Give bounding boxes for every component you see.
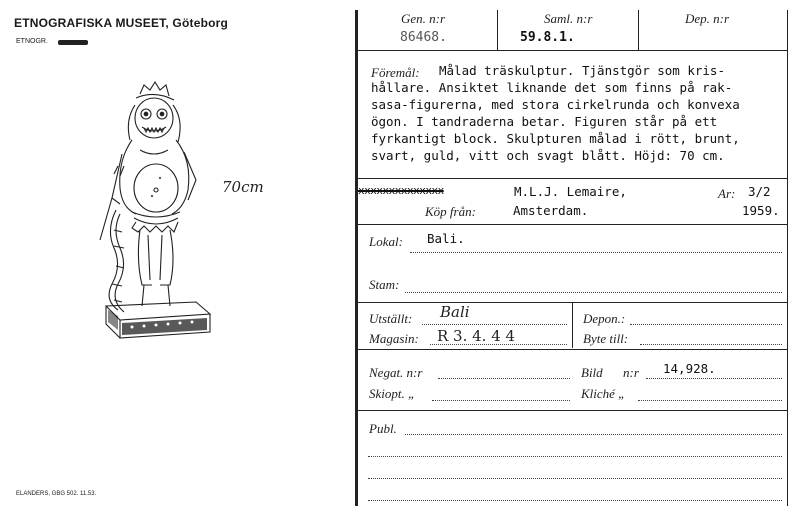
gen-number: 86468.	[400, 30, 447, 45]
publ-line-2	[368, 456, 782, 457]
description-line-1: Målad träskulptur. Tjänstgör som kris-	[439, 63, 725, 78]
saml-number: 59.8.1.	[520, 30, 575, 45]
kliche-label: Kliché „	[581, 386, 626, 401]
header-divider-2	[638, 10, 639, 50]
publ-line-1	[405, 434, 782, 435]
stam-line	[405, 292, 782, 293]
bild-nr-label: n:r	[623, 365, 639, 380]
magasin-rule	[355, 349, 787, 350]
kop-value: Amsterdam.	[513, 203, 589, 218]
ar-value: 3/2	[748, 184, 771, 199]
skiopt-line	[432, 400, 570, 401]
printer-mark: ELANDERS, GBG 502. 11.53.	[16, 491, 97, 497]
purchase-year: 1959.	[742, 203, 780, 218]
depon-label: Depon.:	[583, 311, 626, 326]
kop-label: Köp från:	[425, 204, 476, 219]
utstallt-divider	[572, 302, 573, 348]
utstallt-value: Bali	[440, 303, 470, 321]
description-line-6: svart, guld, vitt och svagt blått. Höjd: 70 cm.	[371, 148, 725, 163]
seller-name: M.L.J. Lemaire,	[514, 184, 627, 199]
bild-line	[646, 378, 782, 379]
magasin-value: R 3. 4. 4 4	[437, 327, 516, 345]
description-rule	[355, 178, 787, 179]
utstallt-line	[422, 324, 567, 325]
lokal-label: Lokal:	[369, 234, 403, 249]
redaction-scribble	[58, 40, 88, 45]
bild-value: 14,928.	[663, 361, 716, 376]
stam-rule	[355, 302, 787, 303]
header-divider-1	[497, 10, 498, 50]
bild-label: Bild	[581, 365, 603, 380]
publ-label: Publ.	[369, 421, 397, 436]
description-line-4: ögon. I tandraderna betar. Figuren står på ett	[371, 114, 718, 129]
publ-line-3	[368, 478, 782, 479]
description-line-5: fyrkantigt block. Skulpturen målad i rött, brunt,	[371, 131, 740, 146]
negat-rule	[355, 410, 787, 411]
publ-line-4	[368, 500, 782, 501]
height-note: 70cm	[222, 178, 264, 196]
foremal-label: Föremål:	[371, 65, 420, 80]
figure-sketch	[92, 80, 217, 342]
byte-label: Byte till:	[583, 331, 629, 346]
gen-label: Gen. n:r	[401, 11, 446, 26]
header-rule	[355, 50, 787, 51]
magasin-label: Magasin:	[369, 331, 419, 346]
purchase-rule	[355, 224, 787, 225]
stam-label: Stam:	[369, 277, 400, 292]
kliche-line	[638, 400, 782, 401]
museum-title: ETNOGRAFISKA MUSEET, Göteborg	[14, 16, 229, 30]
magasin-line	[430, 344, 567, 345]
lokal-value: Bali.	[427, 231, 465, 246]
department-label: ETNOGR.	[16, 38, 48, 45]
negat-line	[438, 378, 570, 379]
skiopt-label: Skiopt. „	[369, 386, 416, 401]
negat-label: Negat. n:r	[369, 365, 423, 380]
lokal-line	[410, 252, 782, 253]
description-line-2: hållare. Ansiktet liknande det som finns på rak-	[371, 80, 733, 95]
byte-line	[640, 344, 782, 345]
description-line-3: sasa-figurerna, med stora cirkelrunda och konvexa	[371, 97, 740, 112]
card-left-border	[355, 10, 358, 506]
depon-line	[630, 324, 782, 325]
saml-label: Saml. n:r	[544, 11, 593, 26]
dep-label: Dep. n:r	[685, 11, 730, 26]
struck-text: xxxxxxxxxxxxxx	[358, 184, 444, 197]
ar-label: Ar:	[718, 186, 736, 201]
utstallt-label: Utställt:	[369, 311, 413, 326]
card-right-border	[787, 10, 788, 506]
